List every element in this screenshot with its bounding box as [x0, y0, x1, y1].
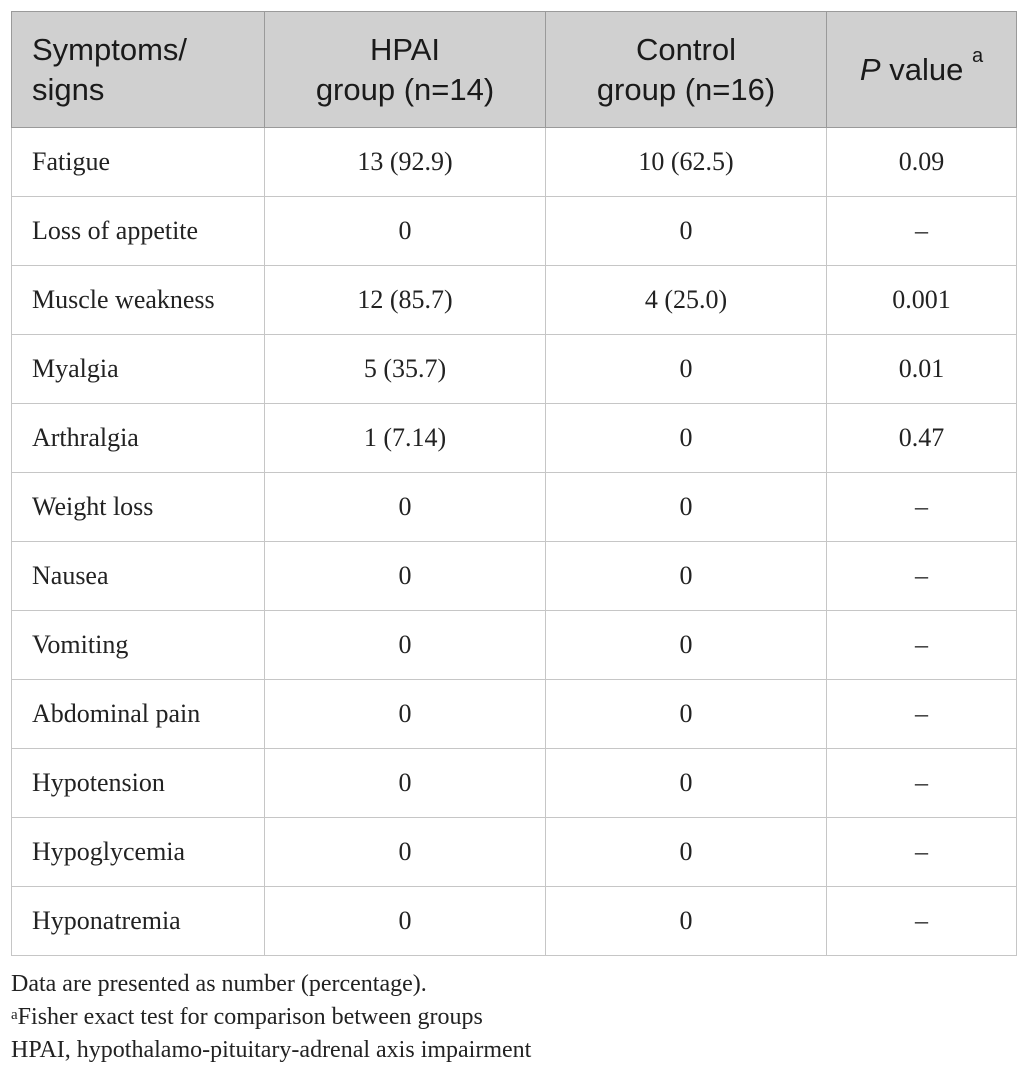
- cell-symptom: Hypotension: [12, 749, 265, 818]
- cell-hpai: 0: [265, 542, 546, 611]
- cell-hpai: 5 (35.7): [265, 335, 546, 404]
- header-control-line2: group (n=16): [596, 71, 776, 107]
- table-row: [12, 818, 1017, 887]
- cell-p-value: –: [827, 680, 1017, 749]
- cell-hpai: 0: [265, 473, 546, 542]
- cell-control: 0: [546, 542, 827, 611]
- cell-symptom: Nausea: [12, 542, 265, 611]
- cell-control: 4 (25.0): [546, 266, 827, 335]
- cell-p-value: –: [827, 542, 1017, 611]
- header-p-value: [827, 12, 1017, 128]
- cell-symptom: Loss of appetite: [12, 197, 265, 266]
- cell-p-value: –: [827, 818, 1017, 887]
- header-control-group: [546, 12, 827, 128]
- cell-hpai: 0: [265, 887, 546, 956]
- header-symptoms-line2: signs: [32, 71, 105, 107]
- header-symptoms-line1: Symptoms/: [32, 31, 188, 67]
- cell-p-value: 0.001: [827, 266, 1017, 335]
- cell-symptom: Hypoglycemia: [12, 818, 265, 887]
- cell-control: 0: [546, 818, 827, 887]
- table-row: [12, 197, 1017, 266]
- cell-p-value: –: [827, 749, 1017, 818]
- table-row: [12, 473, 1017, 542]
- cell-hpai: 1 (7.14): [265, 404, 546, 473]
- cell-hpai: 0: [265, 749, 546, 818]
- cell-p-value: –: [827, 611, 1017, 680]
- header-symptoms: [12, 12, 265, 128]
- footnote-fisher-text: Fisher exact test for comparison between groups: [17, 1004, 483, 1030]
- cell-hpai: 0: [265, 611, 546, 680]
- cell-symptom: Weight loss: [12, 473, 265, 542]
- table-row: [12, 128, 1017, 197]
- cell-control: 0: [546, 887, 827, 956]
- cell-control: 0: [546, 335, 827, 404]
- header-hpai-line1: HPAI: [369, 31, 441, 67]
- cell-symptom: Abdominal pain: [12, 680, 265, 749]
- header-p-superscript: a: [971, 44, 984, 67]
- header-hpai-group: [265, 12, 546, 128]
- cell-control: 0: [546, 680, 827, 749]
- cell-symptom: Arthralgia: [12, 404, 265, 473]
- cell-symptom: Hyponatremia: [12, 887, 265, 956]
- cell-control: 0: [546, 611, 827, 680]
- table-header-row: [12, 12, 1017, 128]
- cell-hpai: 0: [265, 197, 546, 266]
- footnote-fisher: [11, 1001, 1016, 1034]
- table-row: [12, 542, 1017, 611]
- cell-p-value: –: [827, 473, 1017, 542]
- footnote-fisher-marker: a: [11, 1007, 18, 1023]
- cell-hpai: 12 (85.7): [265, 266, 546, 335]
- cell-p-value: 0.47: [827, 404, 1017, 473]
- footnote-abbreviation: HPAI, hypothalamo-pituitary-adrenal axis impairment: [11, 1037, 532, 1063]
- cell-symptom: Vomiting: [12, 611, 265, 680]
- cell-hpai: 13 (92.9): [265, 128, 546, 197]
- cell-p-value: –: [827, 887, 1017, 956]
- cell-symptom: Fatigue: [12, 128, 265, 197]
- symptoms-table-container: [11, 11, 1016, 956]
- header-control-line1: Control: [636, 31, 736, 67]
- table-row: [12, 749, 1017, 818]
- cell-hpai: 0: [265, 818, 546, 887]
- cell-control: 0: [546, 749, 827, 818]
- cell-p-value: 0.01: [827, 335, 1017, 404]
- cell-control: 0: [546, 404, 827, 473]
- table-row: [12, 404, 1017, 473]
- table-row: [12, 611, 1017, 680]
- cell-symptom: Myalgia: [12, 335, 265, 404]
- cell-symptom: Muscle weakness: [12, 266, 265, 335]
- cell-hpai: 0: [265, 680, 546, 749]
- table-row: [12, 680, 1017, 749]
- footnote-data-note: Data are presented as number (percentage).: [11, 971, 427, 997]
- cell-p-value: –: [827, 197, 1017, 266]
- symptoms-table: [11, 11, 1017, 956]
- cell-control: 0: [546, 197, 827, 266]
- table-row: [12, 335, 1017, 404]
- table-row: [12, 266, 1017, 335]
- cell-p-value: 0.09: [827, 128, 1017, 197]
- cell-control: 10 (62.5): [546, 128, 827, 197]
- table-body: [12, 128, 1017, 956]
- table-footnotes: [11, 968, 1016, 1067]
- header-hpai-line2: group (n=14): [315, 71, 495, 107]
- cell-control: 0: [546, 473, 827, 542]
- header-p-rest: value: [880, 51, 972, 87]
- table-row: [12, 887, 1017, 956]
- header-p-italic: P: [859, 51, 881, 87]
